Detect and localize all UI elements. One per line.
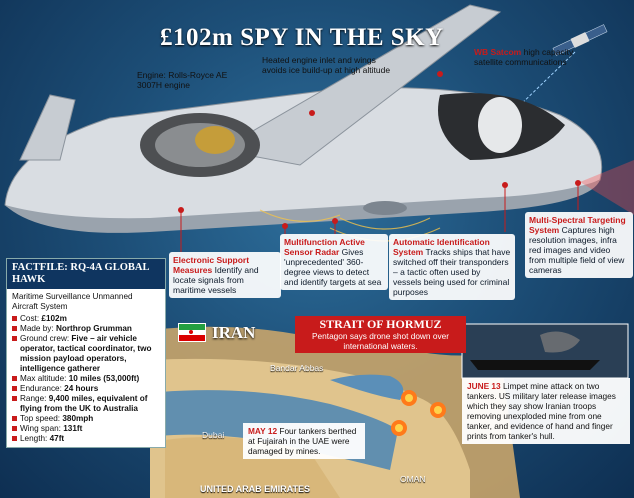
factfile-item [12, 334, 160, 374]
esm-title: Electronic Support Measures [173, 255, 250, 275]
factfile-item-value: Northrop Grumman [55, 324, 132, 333]
factfile-item-value: 380mph [62, 414, 94, 423]
factfile-item-value: 47ft [49, 434, 65, 443]
bullet-icon [12, 426, 17, 431]
factfile-item [12, 384, 160, 394]
radar-callout [280, 234, 388, 290]
strait-box [295, 316, 466, 353]
factfile-item [12, 424, 160, 434]
factfile-item [12, 414, 160, 424]
radar-title: Multifunction Active Sensor Radar [284, 237, 365, 257]
oman-label: OMAN [400, 474, 426, 484]
bullet-icon [12, 316, 17, 321]
strait-title: STRAIT OF HORMUZ [319, 317, 442, 331]
iran-flag-icon [178, 323, 206, 342]
bullet-icon [12, 386, 17, 391]
june-text: Limpet mine attack on two tankers. US military later release images which they say show Iranian troops removing unexploded mine from one tanker, and evidence of hand and finger prints from tanker's hull. [467, 381, 616, 441]
factfile-item-label: Cost: [20, 314, 42, 323]
bullet-icon [12, 436, 17, 441]
inlet-callout [262, 55, 392, 75]
ais-title: Automatic Identification System [393, 237, 490, 257]
factfile-title: FACTFILE: RQ-4A GLOBAL HAWK [7, 259, 165, 289]
factfile-item [12, 434, 160, 444]
factfile-list [12, 314, 160, 444]
esm-text: Identify and locate signals from maritime vessels [173, 265, 259, 295]
mts-callout [525, 212, 633, 278]
headline: £102m SPY IN THE SKY [160, 24, 444, 51]
bandar-abbas-label: Bandar Abbas [270, 363, 324, 373]
factfile-subtitle: Maritime Surveillance Unmanned Aircraft System [12, 292, 133, 311]
ais-text: Tracks ships that have switched off their transponders – a tactic often used by vessels being used for criminal purposes [393, 247, 511, 297]
factfile-item-label: Endurance: [20, 384, 65, 393]
factfile-item-label: Made by: [20, 324, 56, 333]
uae-label: UNITED ARAB EMIRATES [200, 484, 310, 494]
factfile-item-label: Length: [20, 434, 50, 443]
strait-text: Pentagon says drone shot down over international waters. [312, 331, 449, 351]
factfile-panel [6, 258, 166, 448]
bullet-icon [12, 416, 17, 421]
bullet-icon [12, 376, 17, 381]
factfile-item-label: Range: [20, 394, 49, 403]
factfile-item-label: Top speed: [20, 414, 63, 423]
iran-label: IRAN [212, 323, 256, 342]
satcom-text: high capacity satellite communications [474, 47, 574, 67]
bullet-icon [12, 326, 17, 331]
may-text: Four tankers berthed at Fujairah in the UAE were damaged by mines. [248, 426, 357, 456]
mts-text: Captures high resolution images, infra red images and video from multiple field of view cameras [529, 225, 625, 275]
factfile-item-value: 131ft [63, 424, 83, 433]
engine-callout [137, 70, 232, 90]
factfile-item-value: 9,400 miles, equivalent of flying from the UK to Australia [20, 394, 148, 413]
esm-callout [169, 252, 281, 298]
factfile-item [12, 314, 160, 324]
factfile-item-value: Five – air vehicle operator, tactical coordinator, two mission payload operators, intelligence gatherer [20, 334, 152, 373]
bullet-icon [12, 396, 17, 401]
june-event-box [462, 378, 630, 444]
ais-callout [389, 234, 515, 300]
factfile-item-label: Max altitude: [20, 374, 69, 383]
factfile-item-value: 24 hours [64, 384, 99, 393]
may-event-box [243, 423, 365, 459]
inlet-callout-text: Heated engine inlet and wings avoids ice build-up at high altitude [262, 55, 391, 75]
satcom-title: WB Satcom [474, 47, 522, 57]
engine-callout-text: Engine: Rolls-Royce AE 3007H engine [137, 70, 228, 90]
satcom-callout [474, 47, 582, 67]
factfile-item-value: £102m [41, 314, 67, 323]
mts-title: Multi-Spectral Targeting System [529, 215, 626, 235]
factfile-item [12, 324, 160, 334]
factfile-item [12, 394, 160, 414]
bullet-icon [12, 336, 17, 341]
june-date: JUNE 13 [467, 381, 501, 391]
may-date: MAY 12 [248, 426, 278, 436]
factfile-item-value: 10 miles (53,000ft) [68, 374, 140, 383]
dubai-label: Dubai [202, 430, 225, 440]
radar-text: Gives 'unprecedented' 360-degree views to detect and identify targets at sea [284, 247, 382, 287]
factfile-item [12, 374, 160, 384]
factfile-item-label: Ground crew: [20, 334, 72, 343]
factfile-item-label: Wing span: [20, 424, 64, 433]
